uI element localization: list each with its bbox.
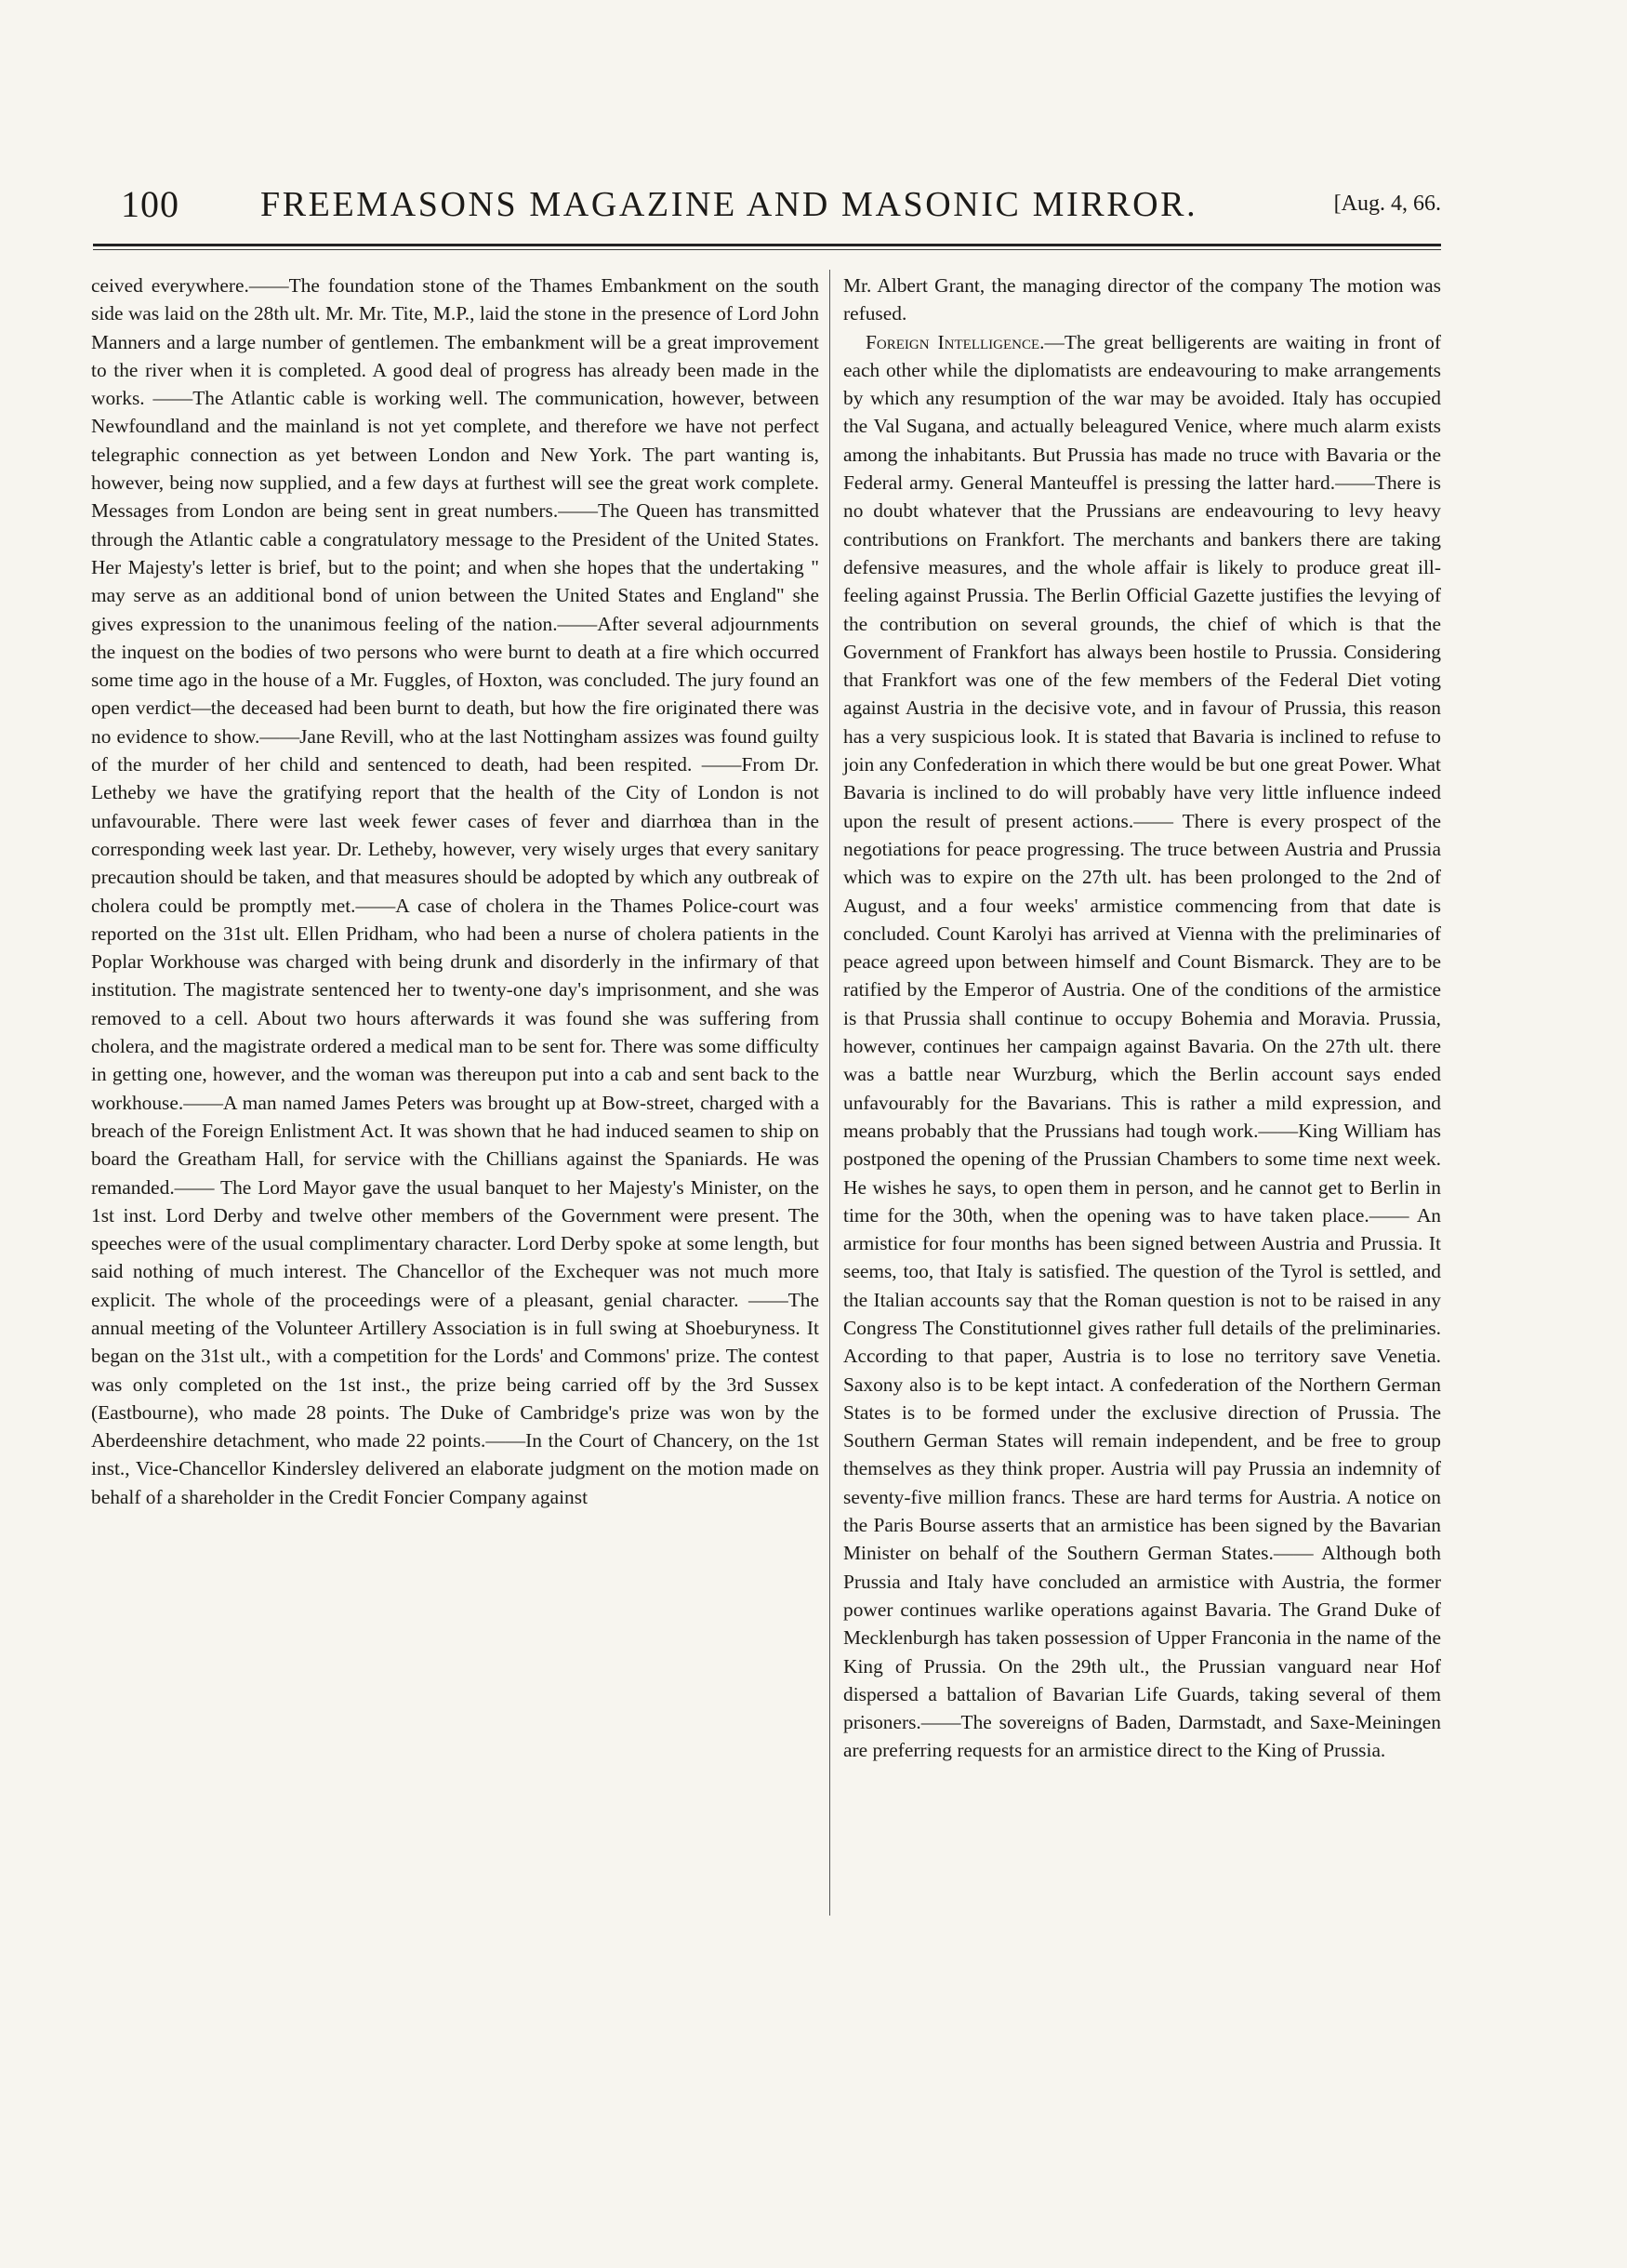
header-rule-thick bbox=[93, 244, 1441, 246]
foreign-intelligence-heading: Foreign Intelligence. bbox=[866, 330, 1045, 353]
header-rule-thin bbox=[93, 249, 1441, 250]
foreign-intelligence-paragraph bbox=[843, 328, 1441, 1765]
page-number: 100 bbox=[121, 183, 179, 225]
left-column-text: ceived everywhere.——The foundation stone of the Thames Embankment on the south side was laid on the 28th ult. Mr. Mr. Tite, M.P., laid the stone in the presence of Lord John Manners and a large number of gentlemen. The embankment will be a great improvement to the river when it is completed. A good deal of progress has already been made in the works. ——The Atlantic cable is working well. The communication, however, between Newfoundland and the mainland is not yet complete, and therefore we have not perfect telegraphic connection as yet between London and New York. The part wanting is, however, being now supplied, and a few days at furthest will see the great work complete. Messages from London are being sent in great numbers.——The Queen has transmitted through the Atlantic cable a congratulatory message to the President of the United States. Her Majesty's letter is brief, but to the point; and when she hopes that the undertaking " may serve as an additional bond of union between the United States and England" she gives expression to the unanimous feeling of the nation.——After several adjournments the inquest on the bodies of two persons who were burnt to death at a fire which occurred some time ago in the house of a Mr. Fuggles, of Hoxton, was concluded. The jury found an open verdict—the deceased had been burnt to death, but how the fire originated there was no evidence to show.——Jane Revill, who at the last Nottingham assizes was found guilty of the murder of her child and sentenced to death, had been respited. ——From Dr. Letheby we have the gratifying report that the health of the City of London is not unfavourable. There were last week fewer cases of fever and diarrhœa than in the corresponding week last year. Dr. Letheby, however, very wisely urges that every sanitary precaution should be taken, and that measures should be adopted by which any outbreak of cholera could be promptly met.——A case of cholera in the Thames Police-court was reported on the 31st ult. Ellen Pridham, who had been a nurse of cholera patients in the Poplar Workhouse was charged with being drunk and disorderly in the infirmary of that institution. The magistrate sentenced her to twenty-one day's imprisonment, and she was removed to a cell. About two hours afterwards it was found she was suffering from cholera, and the magistrate ordered a medical man to be sent for. There was some difficulty in getting one, however, and the woman was thereupon put into a cab and sent back to the workhouse.——A man named James Peters was brought up at Bow-street, charged with a breach of the Foreign Enlistment Act. It was shown that he had induced seamen to ship on board the Greatham Hall, for service with the Chillians against the Spaniards. He was remanded.—— The Lord Mayor gave the usual banquet to her Majesty's Minister, on the 1st inst. Lord Derby and twelve other members of the Government were present. The speeches were of the usual complimentary character. Lord Derby spoke at some length, but said nothing of much interest. The Chancellor of the Exchequer was not much more explicit. The whole of the proceedings were of a pleasant, genial character. ——The annual meeting of the Volunteer Artillery Association is in full swing at Shoeburyness. It began on the 31st ult., with a competition for the Lords' and Commons' prize. The contest was only completed on the 1st inst., the prize being carried off by the 3rd Sussex (Eastbourne), who made 28 points. The Duke of Cambridge's prize was won by the Aberdeenshire detachment, who made 22 points.——In the Court of Chancery, on the 1st inst., Vice-Chancellor Kindersley delivered an elaborate judgment on the motion made on behalf of a shareholder in the Credit Foncier Company against bbox=[91, 274, 819, 1508]
left-column bbox=[91, 272, 819, 1511]
grant-paragraph: Mr. Albert Grant, the managing director of the company The motion was refused. bbox=[843, 274, 1441, 325]
page-header bbox=[121, 182, 1441, 238]
magazine-title: FREEMASONS MAGAZINE AND MASONIC MIRROR. bbox=[260, 185, 1198, 224]
issue-date: [Aug. 4, 66. bbox=[1333, 192, 1441, 216]
column-divider bbox=[829, 270, 830, 1916]
foreign-intelligence-text: —The great belligerents are waiting in front of each other while the diplomatists are endeavouring to make arrangements by which any resumption of the war may be avoided. Italy has occupied the Val Sugana, and actually beleagured Venice, where much alarm exists among the inhabitants. But Prussia has made no truce with Bavaria or the Federal army. General Manteuffel is pressing the latter hard.——There is no doubt whatever that the Prussians are endeavouring to levy heavy contributions on Frankfort. The merchants and bankers there are taking defensive measures, and the whole affair is likely to produce great ill-feeling against Prussia. The Berlin Official Gazette justifies the levying of the contribution on several grounds, the chief of which is that the Government of Frankfort has always been hostile to Prussia. Considering that Frankfort was one of the few members of the Federal Diet voting against Austria in the decisive vote, and in favour of Prussia, this reason has a very suspicious look. It is stated that Bavaria is inclined to refuse to join any Confederation in which there would be but one great Power. What Bavaria is inclined to do will probably have very little influence indeed upon the result of present actions.—— There is every prospect of the negotiations for peace progressing. The truce between Austria and Prussia which was to expire on the 27th ult. has been prolonged to the 2nd of August, and a four weeks' armistice commencing from that date is concluded. Count Karolyi has arrived at Vienna with the preliminaries of peace agreed upon between himself and Count Bismarck. They are to be ratified by the Emperor of Austria. One of the conditions of the armistice is that Prussia shall continue to occupy Bohemia and Moravia. Prussia, however, continues her campaign against Bavaria. On the 27th ult. there was a battle near Wurzburg, which the Berlin account says ended unfavourably for the Bavarians. This is rather a mild expression, and means probably that the Prussians had tough work.——King William has postponed the opening of the Prussian Chambers to some time next week. He wishes he says, to open them in person, and he cannot get to Berlin in time for the 30th, when the opening was to have taken place.—— An armistice for four months has been signed between Austria and Prussia. It seems, too, that Italy is satisfied. The question of the Tyrol is settled, and the Italian accounts say that the Roman question is not to be raised in any Congress The Constitutionnel gives rather full details of the preliminaries. According to that paper, Austria is to lose no territory save Venetia. Saxony also is to be kept intact. A confederation of the Northern German States is to be formed under the exclusive direction of Prussia. The Southern German States will remain independent, and be free to group themselves as they think proper. Austria will pay Prussia an indemnity of seventy-five million francs. These are hard terms for Austria. A notice on the Paris Bourse asserts that an armistice has been signed by the Bavarian Minister on behalf of the Southern German States.—— Although both Prussia and Italy have concluded an armistice with Austria, the former power continues warlike operations against Bavaria. The Grand Duke of Mecklenburgh has taken possession of Upper Franconia in the name of the King of Prussia. On the 29th ult., the Prussian vanguard near Hof dispersed a battalion of Bavarian Life Guards, taking several of them prisoners.——The sovereigns of Baden, Darmstadt, and Saxe-Meiningen are preferring requests for an armistice direct to the King of Prussia. bbox=[843, 330, 1441, 1762]
right-column bbox=[843, 272, 1441, 1765]
